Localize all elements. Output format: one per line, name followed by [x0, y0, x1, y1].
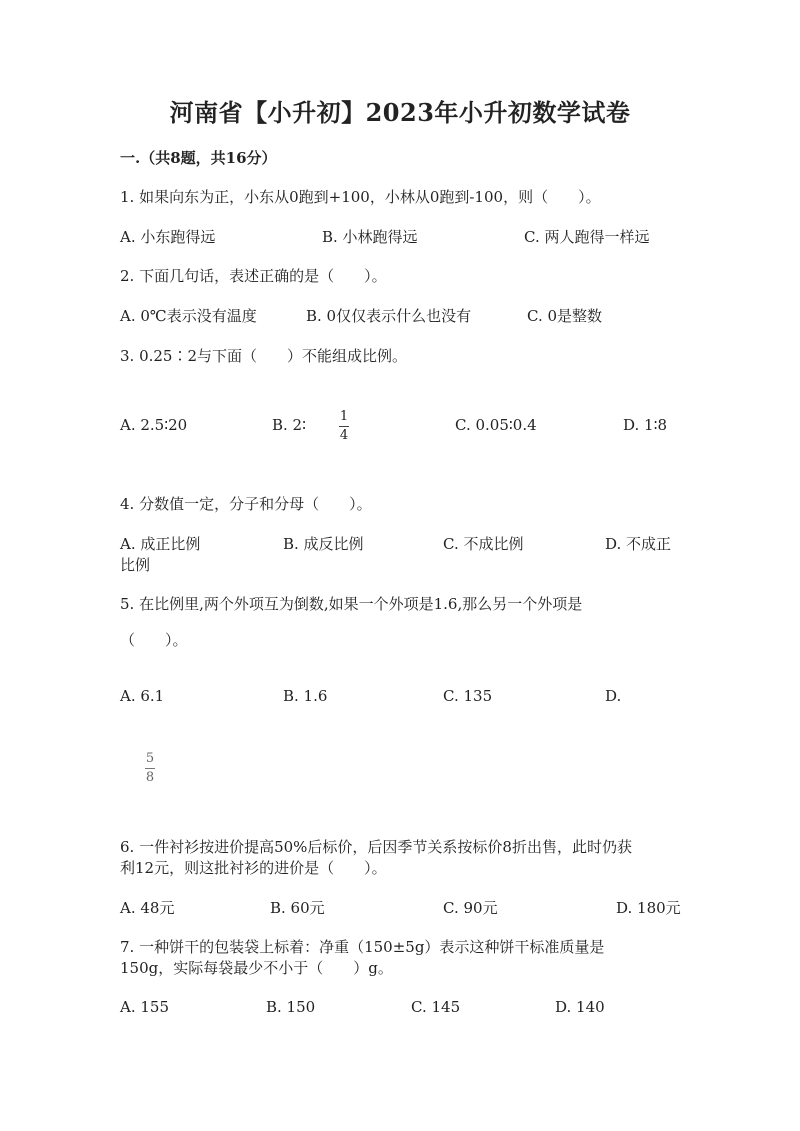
- question-2-option-b[interactable]: B. 0仅仅表示什么也没有: [306, 307, 472, 325]
- section-heading: 一.（共8题，共16分）: [120, 149, 277, 167]
- question-3-option-b[interactable]: B. 2∶: [272, 416, 307, 434]
- question-1-option-a[interactable]: A. 小东跑得远: [120, 228, 216, 246]
- question-4-option-d[interactable]: D. 不成正: [605, 535, 672, 553]
- fraction-denominator: 8: [145, 770, 155, 785]
- question-1-option-c[interactable]: C. 两人跑得一样远: [524, 228, 650, 246]
- question-7-option-c[interactable]: C. 145: [411, 998, 461, 1016]
- question-6-option-b[interactable]: B. 60元: [270, 899, 325, 917]
- question-5-option-c[interactable]: C. 135: [443, 687, 493, 705]
- question-1-option-b[interactable]: B. 小林跑得远: [322, 228, 418, 246]
- question-6-option-d[interactable]: D. 180元: [616, 899, 681, 917]
- question-4-option-b[interactable]: B. 成反比例: [283, 535, 364, 553]
- question-6-text-line-1: 6. 一件衬衫按进价提高50%后标价，后因季节关系按标价8折出售，此时仍获: [120, 838, 632, 856]
- question-4-text: 4. 分数值一定，分子和分母（ ）。: [120, 495, 372, 513]
- question-6-text-line-2: 利12元，则这批衬衫的进价是（ ）。: [120, 859, 387, 877]
- question-6-option-c[interactable]: C. 90元: [443, 899, 498, 917]
- question-3-option-b-fraction: [339, 410, 349, 442]
- question-7-text-line-2: 150g，实际每袋最少不小于（ ）g。: [120, 959, 393, 977]
- question-1-text: 1. 如果向东为正，小东从0跑到+100，小林从0跑到-100，则（ ）。: [120, 188, 601, 206]
- page-title: 河南省【小升初】2023年小升初数学试卷: [169, 98, 631, 127]
- question-3-option-a[interactable]: A. 2.5∶20: [120, 416, 188, 434]
- question-6-option-a[interactable]: A. 48元: [120, 899, 175, 917]
- question-5-text-line-1: 5. 在比例里,两个外项互为倒数,如果一个外项是1.6,那么另一个外项是: [120, 595, 583, 613]
- question-5-option-d[interactable]: D.: [605, 687, 622, 705]
- question-7-option-d[interactable]: D. 140: [555, 998, 605, 1016]
- question-7-option-a[interactable]: A. 155: [120, 998, 169, 1016]
- fraction-numerator: 5: [145, 751, 155, 766]
- question-2-option-c[interactable]: C. 0是整数: [527, 307, 603, 325]
- fraction-bar: [145, 768, 155, 769]
- question-3-option-d[interactable]: D. 1∶8: [623, 416, 668, 434]
- question-5-option-b[interactable]: B. 1.6: [283, 687, 328, 705]
- question-7-option-b[interactable]: B. 150: [266, 998, 316, 1016]
- fraction-denominator: 4: [339, 428, 349, 443]
- question-4-option-c[interactable]: C. 不成比例: [443, 535, 524, 553]
- question-3-option-c[interactable]: C. 0.05∶0.4: [455, 416, 537, 434]
- question-5-option-d-fraction: [145, 752, 155, 784]
- question-2-option-a[interactable]: A. 0℃表示没有温度: [120, 307, 257, 325]
- question-4-option-d-wrap[interactable]: 比例: [120, 556, 151, 574]
- question-4-option-a[interactable]: A. 成正比例: [120, 535, 201, 553]
- question-2-text: 2. 下面几句话，表述正确的是（ ）。: [120, 267, 387, 285]
- fraction-bar: [339, 426, 349, 427]
- question-3-text: 3. 0.25∶2与下面（ ）不能组成比例。: [120, 347, 408, 365]
- question-5-option-a[interactable]: A. 6.1: [120, 687, 165, 705]
- fraction-numerator: 1: [339, 409, 349, 424]
- question-5-text-line-2: （ ）。: [120, 631, 188, 649]
- question-7-text-line-1: 7. 一种饼干的包装袋上标着：净重（150±5g）表示这种饼干标准质量是: [120, 938, 605, 956]
